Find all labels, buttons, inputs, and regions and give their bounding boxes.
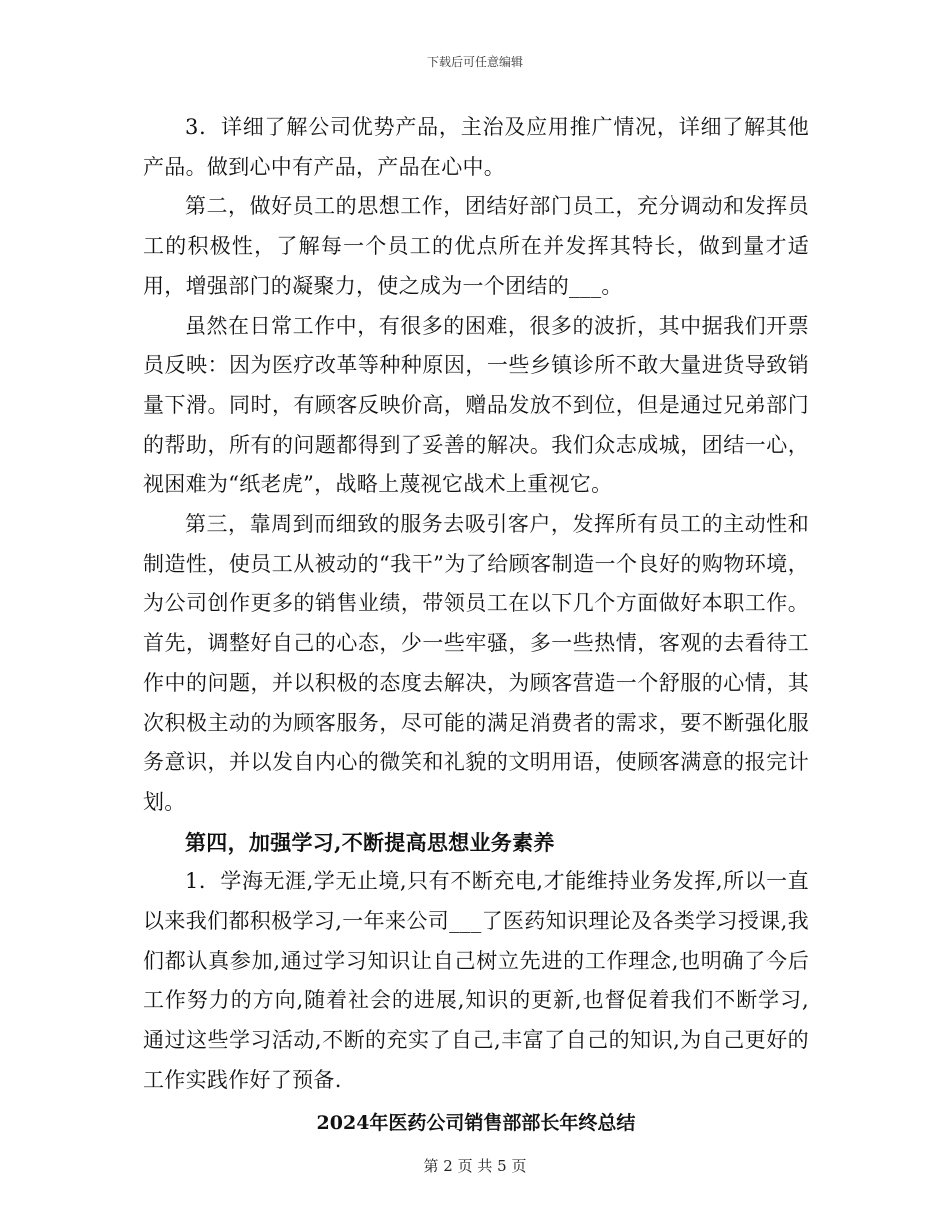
paragraph-customer-service: 第三，靠周到而细致的服务去吸引客户，发挥所有员工的主动性和制造性，使员工从被动的“我干”为了给顾客制造一个良好的购物环境，为公司创作更多的销售业绩，带领员工在以下几个方面做好本职工作。首先，调整好自己的心态，少一些牢骚，多一些热情，客观的去看待工作中的问题，并以积极的态度去解决，为顾客营造一个舒服的心情，其次积极主动的为顾客服务，尽可能的满足消费者的需求，要不断强化服务意识，并以发自内心的微笑和礼貌的文明用语，使顾客满意的报完计划。 [143, 512, 809, 814]
header-note: 下载后可任意编辑 [426, 55, 523, 69]
document-body [143, 108, 809, 1143]
page-number: 第 2 页 共 5 页 [423, 1157, 527, 1175]
section-heading: 第四，加强学习,不断提高思想业务素养 [185, 829, 555, 855]
paragraph-learning: 1．学海无涯,学无止境,只有不断充电,才能维持业务发挥,所以一直以来我们都积极学习,一年来公司___了医药知识理论及各类学习授课,我们都认真参加,通过学习知识让自己树立先进的工作理念,也明确了今后工作努力的方向,随着社会的进展,知识的更新,也督促着我们不断学习,通过这些学习活动,不断的充实了自己,丰富了自己的知识,为自己更好的工作实践作好了预备. [143, 869, 809, 1092]
paragraph-difficulties: 虽然在日常工作中，有很多的困难，很多的波折，其中据我们开票员反映：因为医疗改革等种种原因，一些乡镇诊所不敢大量进货导致销量下滑。同时，有顾客反映价高，赠品发放不到位，但是通过兄弟部门的帮助，所有的问题都得到了妥善的解决。我们众志成城，团结一心，视困难为“纸老虎”，战略上蔑视它战术上重视它。 [143, 313, 809, 497]
document-title: 2024年医药公司销售部部长年终总结 [316, 1111, 636, 1134]
paragraph-staff-work: 第二，做好员工的思想工作，团结好部门员工，充分调动和发挥员工的积极性，了解每一个员工的优点所在并发挥其特长，做到量才适用，增强部门的凝聚力，使之成为一个团结的___。 [143, 194, 809, 298]
paragraph-product-knowledge: 3．详细了解公司优势产品，主治及应用推广情况，详细了解其他产品。做到心中有产品，产品在心中。 [143, 115, 809, 179]
